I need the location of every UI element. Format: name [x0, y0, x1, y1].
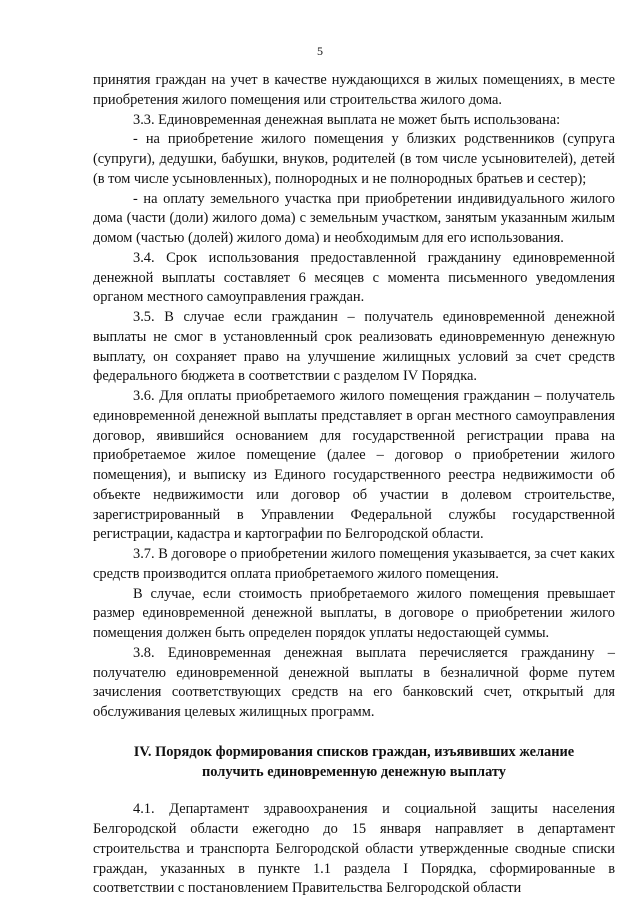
paragraph-3-6: 3.6. Для оплаты приобретаемого жилого помещения гражданин – получатель единовременной денежной выплаты представляет в орган местного самоуправления договор, явившийся основанием для государственной регистрации права на приобретаемое жилое помещение (далее – договор о приобретении жилого помещения), и выписку из Единого государственного реестра недвижимости об объекте недвижимости или договор об участии в долевом строительстве, зарегистрированный в Управлении Федеральной службы государственной регистрации, кадастра и картографии по Белгородской области. [93, 388, 615, 543]
paragraph-4-1: 4.1. Департамент здравоохранения и социальной защиты населения Белгородской области ежегодно до 15 января направляет в департамент строительства и транспорта Белгородской области утвержденные сводные списки граждан, указанных в пункте 1.1 раздела I Порядка, сформированные в соответствии с постановлением Правительства Белгородской области [93, 801, 615, 897]
page-number: 5 [317, 44, 323, 58]
paragraph-3-4: 3.4. Срок использования предоставленной гражданину единовременной денежной выплаты составляет 6 месяцев с момента письменного уведомления органом местного самоуправления граждан. [93, 249, 615, 306]
paragraph-3-3-item-2: - на оплату земельного участка при приобретении индивидуального жилого дома (части (доли) жилого дома) с земельным участком, занятым указанным жилым домом (частью (долей) жилого дома) и необходимым для его использования. [93, 190, 615, 246]
paragraph-3-3-item-1: - на приобретение жилого помещения у близких родственников (супруга (супруги), дедушки, бабушки, внуков, родителей (в том числе усыновителей), детей (в том числе усыновленных), полнородных и не полнородных братьев и сестер); [93, 131, 615, 187]
document-body [93, 71, 615, 899]
section-heading [93, 743, 615, 783]
paragraph-continuation: принятия граждан на учет в качестве нуждающихся в жилых помещениях, в месте приобретения жилого помещения или строительства жилого дома. [93, 72, 615, 108]
section-heading-line-2: получить единовременную денежную выплату [201, 763, 506, 780]
paragraph-3-7-continued: В случае, если стоимость приобретаемого жилого помещения превышает размер единовременной денежной выплаты, в договоре о приобретении жилого помещения должен быть определен порядок уплаты недостающей суммы. [93, 585, 615, 641]
paragraphs-after [93, 800, 615, 899]
paragraphs-before [93, 71, 615, 723]
paragraph-3-8: 3.8. Единовременная денежная выплата перечисляется гражданину – получателю единовременной денежной выплаты в безналичной форме путем зачисления соответствующих средств на его банковский счет, открытый для обслуживания целевых жилищных программ. [93, 644, 615, 720]
paragraph-3-7: 3.7. В договоре о приобретении жилого помещения указывается, за счет каких средств производится оплата приобретаемого жилого помещения. [93, 546, 615, 582]
paragraph-3-3: 3.3. Единовременная денежная выплата не может быть использована: [133, 111, 561, 128]
paragraph-3-5: 3.5. В случае если гражданин – получатель единовременной денежной выплаты не смог в установленный срок реализовать единовременную денежную выплату, он сохраняет право на улучшение жилищных условий за счет средств федерального бюджета в соответствии с разделом IV Порядка. [93, 309, 615, 385]
section-heading-line-1: IV. Порядок формирования списков граждан, изъявивших желание [133, 743, 575, 760]
